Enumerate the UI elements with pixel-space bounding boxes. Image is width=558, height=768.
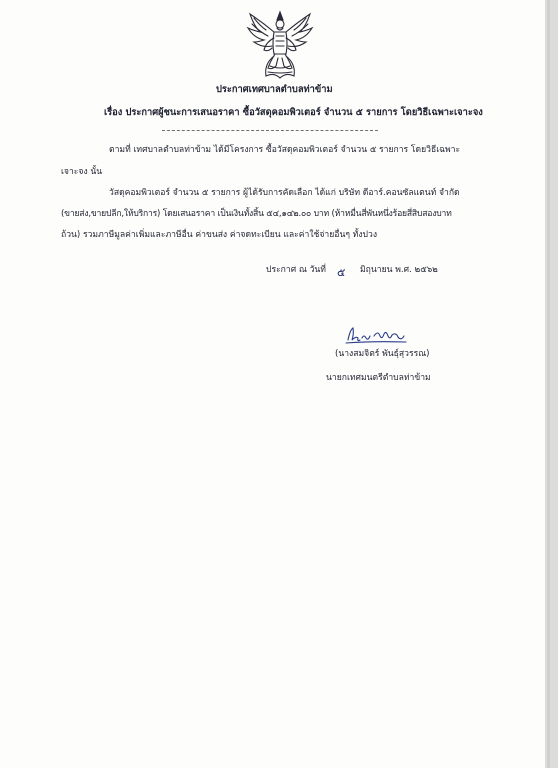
announce-day: ๕ <box>337 266 346 279</box>
paragraph-1-line-1: ตามที่ เทศบาลตำบลท่าข้าม ได้มีโครงการ ซื้อวัสดุคอมพิวเตอร์ จำนวน ๕ รายการ โดยวิธีเฉพาะ <box>109 145 461 155</box>
paragraph-2-line-1: วัสดุคอมพิวเตอร์ จำนวน ๕ รายการ ผู้ได้รับการคัดเลือก ได้แก่ บริษัท ดีอาร์.คอนซัลแตนท์ จำกัด <box>109 188 460 198</box>
announcement-subject: เรื่อง ประกาศผู้ชนะการเสนอราคา ซื้อวัสดุคอมพิวเตอร์ จำนวน ๕ รายการ โดยวิธีเฉพาะเจาะจง <box>104 107 483 118</box>
paragraph-1-line-2: เจาะจง นั้น <box>61 167 103 177</box>
garuda-emblem-icon <box>244 8 316 82</box>
signatory-position: นายกเทศมนตรีตำบลท่าข้าม <box>326 373 431 383</box>
announce-month-year: มิถุนายน พ.ศ. ๒๕๖๒ <box>360 265 438 275</box>
divider-line <box>162 130 378 131</box>
announce-date-prefix: ประกาศ ณ วันที่ <box>266 265 326 275</box>
announcement-title: ประกาศเทศบาลตำบลท่าข้าม <box>216 84 333 95</box>
paragraph-2-line-2: (ขายส่ง,ขายปลีก,ให้บริการ) โดยเสนอราคา เป็นเงินทั้งสิ้น ๕๔,๑๔๒.๐๐ บาท (ห้าหมื่นสี่พันหนึ่งร้อยสี่สิบสองบาท <box>61 209 452 219</box>
page-edge <box>545 0 558 768</box>
signatory-name: (นางสมจิตร์ พันธุ์สุวรรณ) <box>335 349 430 359</box>
handwritten-signature <box>344 324 410 346</box>
paragraph-2-line-3: ถ้วน) รวมภาษีมูลค่าเพิ่มและภาษีอื่น ค่าขนส่ง ค่าจดทะเบียน และค่าใช้จ่ายอื่นๆ ทั้งปวง <box>61 230 378 240</box>
